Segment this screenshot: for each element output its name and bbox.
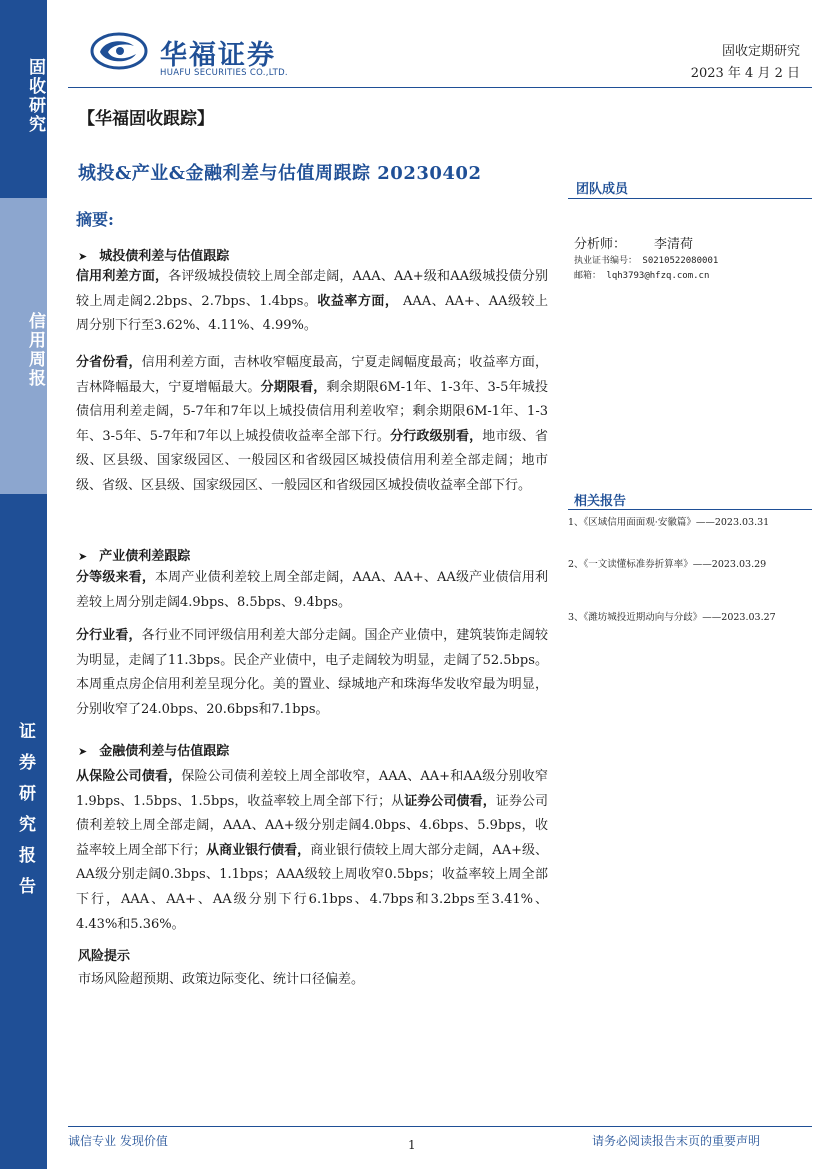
para-bold-run: 从商业银行债看， [206, 842, 311, 858]
team-divider [568, 198, 812, 199]
para-bold-run: 分行政级别看， [390, 428, 483, 444]
section-2-para-1 [76, 566, 548, 615]
analyst-label: 分析师： [574, 237, 627, 252]
team-title: 团队成员 [576, 182, 629, 197]
analyst-email: 邮箱： lqh3793@hfzq.com.cn [574, 271, 710, 281]
para-bold-run: 证券公司债看， [404, 793, 496, 809]
related-title: 相关报告 [574, 494, 627, 509]
para-run: 剩余期限6M-1年、1-3年、3-5年城投债信用利差走阔，5-7年和7年以上城投债信用利差收窄；剩余期限6M-1年、1-3年、3-5年、5-7年和7年以上城投债收益率全部下行。 [76, 379, 548, 444]
para-run: 各行业不同评级信用利差大部分走阔。国企产业债中，建筑装饰走阔较为明显，走阔了11.3bps。民企产业债中，电子走阔较为明显，走阔了52.5bps。本周重点房企信用利差呈现分化。美的置业、绿城地产和珠海华发收窄最为明显，分别收窄了24.0bps、20.6bps和7.1bps。 [76, 628, 548, 717]
section-3-bullet [78, 740, 229, 759]
para-run: 证券公司债利差较上周全部走阔，AAA、AA+级分别走阔4.0bps、4.6bps、5.9bps，收益率较上周全部下行； [76, 793, 548, 858]
report-category: 固收定期研究 [721, 44, 800, 59]
side-band-top-label: 固收研究 [25, 58, 45, 134]
para-run: 各评级城投债较上周全部走阔，AAA、AA+级和AA级城投债分别较上周走阔2.2bps、2.7bps、1.4bps。 [76, 269, 548, 309]
para-run: 本周产业债利差较上周全部走阔，AAA、AA+、AA级产业债信用利差较上周分别走阔4.9bps、8.5bps、9.4bps。 [76, 570, 548, 610]
analyst-name: 李清荷 [654, 237, 694, 252]
section-1-bullet [78, 245, 229, 264]
related-report-3[interactable]: 3、《潍坊城投近期动向与分歧》——2023.03.27 [568, 612, 776, 623]
para-bold-run: 分期限看， [260, 379, 327, 395]
footer-divider [68, 1126, 812, 1127]
para-run: 信用利差方面，吉林收窄幅度最高，宁夏走阔幅度最高；收益率方面，吉林降幅最大，宁夏增幅最大。 [76, 355, 548, 395]
related-report-2[interactable]: 2、《一文读懂标准券折算率》——2023.03.29 [568, 559, 767, 570]
section-1-para-1 [76, 265, 548, 339]
company-name-cn: 华福证券 [160, 40, 276, 71]
report-title: 城投&产业&金融利差与估值周跟踪 20230402 [78, 163, 482, 184]
risk-heading: 风险提示 [78, 949, 131, 964]
footer-slogan: 诚信专业 发现价值 [68, 1134, 168, 1148]
arrow-bullet-icon: ➤ [78, 550, 88, 563]
risk-text: 市场风险超预期、政策边际变化、统计口径偏差。 [78, 972, 365, 987]
section-1-title: 城投债利差与估值跟踪 [99, 249, 230, 264]
section-2-bullet [78, 545, 190, 564]
arrow-bullet-icon: ➤ [78, 250, 88, 263]
para-run: 保险公司债利差较上周全部收窄，AAA、AA+和AA级分别收窄1.9bps、1.5bps、1.5bps，收益率较上周全部下行；从 [76, 769, 548, 809]
section-2-title: 产业债利差跟踪 [99, 549, 191, 564]
header-divider [68, 87, 812, 88]
para-bold-run: 分等级来看， [76, 570, 156, 585]
section-3-para-1 [76, 765, 548, 937]
arrow-bullet-icon: ➤ [78, 745, 88, 758]
side-band-mid-label: 信用周报 [25, 312, 45, 388]
side-band-top [0, 0, 47, 198]
para-bold-run: 收益率方面， [317, 293, 399, 309]
report-tagline: 【华福固收跟踪】 [78, 109, 214, 129]
side-band-mid [0, 198, 47, 494]
analyst-license: 执业证书编号： S0210522080001 [574, 256, 719, 266]
footer-disclaimer: 请务必阅读报告末页的重要声明 [591, 1134, 760, 1148]
para-bold-run: 分省份看， [76, 355, 142, 370]
related-divider [568, 509, 812, 510]
para-bold-run: 从保险公司债看， [76, 769, 182, 784]
para-run: 地市级、省级、区县级、国家级园区、一般园区和省级园区城投债信用利差全部走阔；地市级、省级、区县级、国家级园区、一般园区和省级园区城投债收益率全部下行。 [76, 428, 548, 493]
company-logo-icon [90, 32, 148, 70]
company-name-en: HUAFU SECURITIES CO.,LTD. [160, 68, 288, 78]
section-3-title: 金融债利差与估值跟踪 [99, 744, 230, 759]
side-band-bottom-label: 证券研究报告 [15, 722, 35, 908]
page-number: 1 [408, 1138, 416, 1152]
section-2-para-2 [76, 624, 548, 722]
para-run: AAA、AA+、AA级较上周分别下行至3.62%、4.11%、4.99%。 [76, 293, 548, 334]
report-date: 2023 年 4 月 2 日 [690, 66, 800, 81]
section-1-para-2 [76, 351, 548, 499]
side-band-bottom [0, 494, 47, 1169]
para-bold-run: 分行业看， [76, 628, 142, 643]
summary-heading: 摘要: [76, 210, 114, 229]
para-bold-run: 信用利差方面， [76, 269, 169, 284]
para-run: 商业银行债较上周大部分走阔，AA+级、AA级分别走阔0.3bps、1.1bps；AAA级较上周收窄0.5bps；收益率较上周全部下行，AAA、AA+、AA级分别下行6.1bps、4.7bps和3.2bps至3.41%、4.43%和5.36%。 [76, 842, 548, 932]
related-report-1[interactable]: 1、《区域信用面面观·安徽篇》——2023.03.31 [568, 517, 770, 528]
